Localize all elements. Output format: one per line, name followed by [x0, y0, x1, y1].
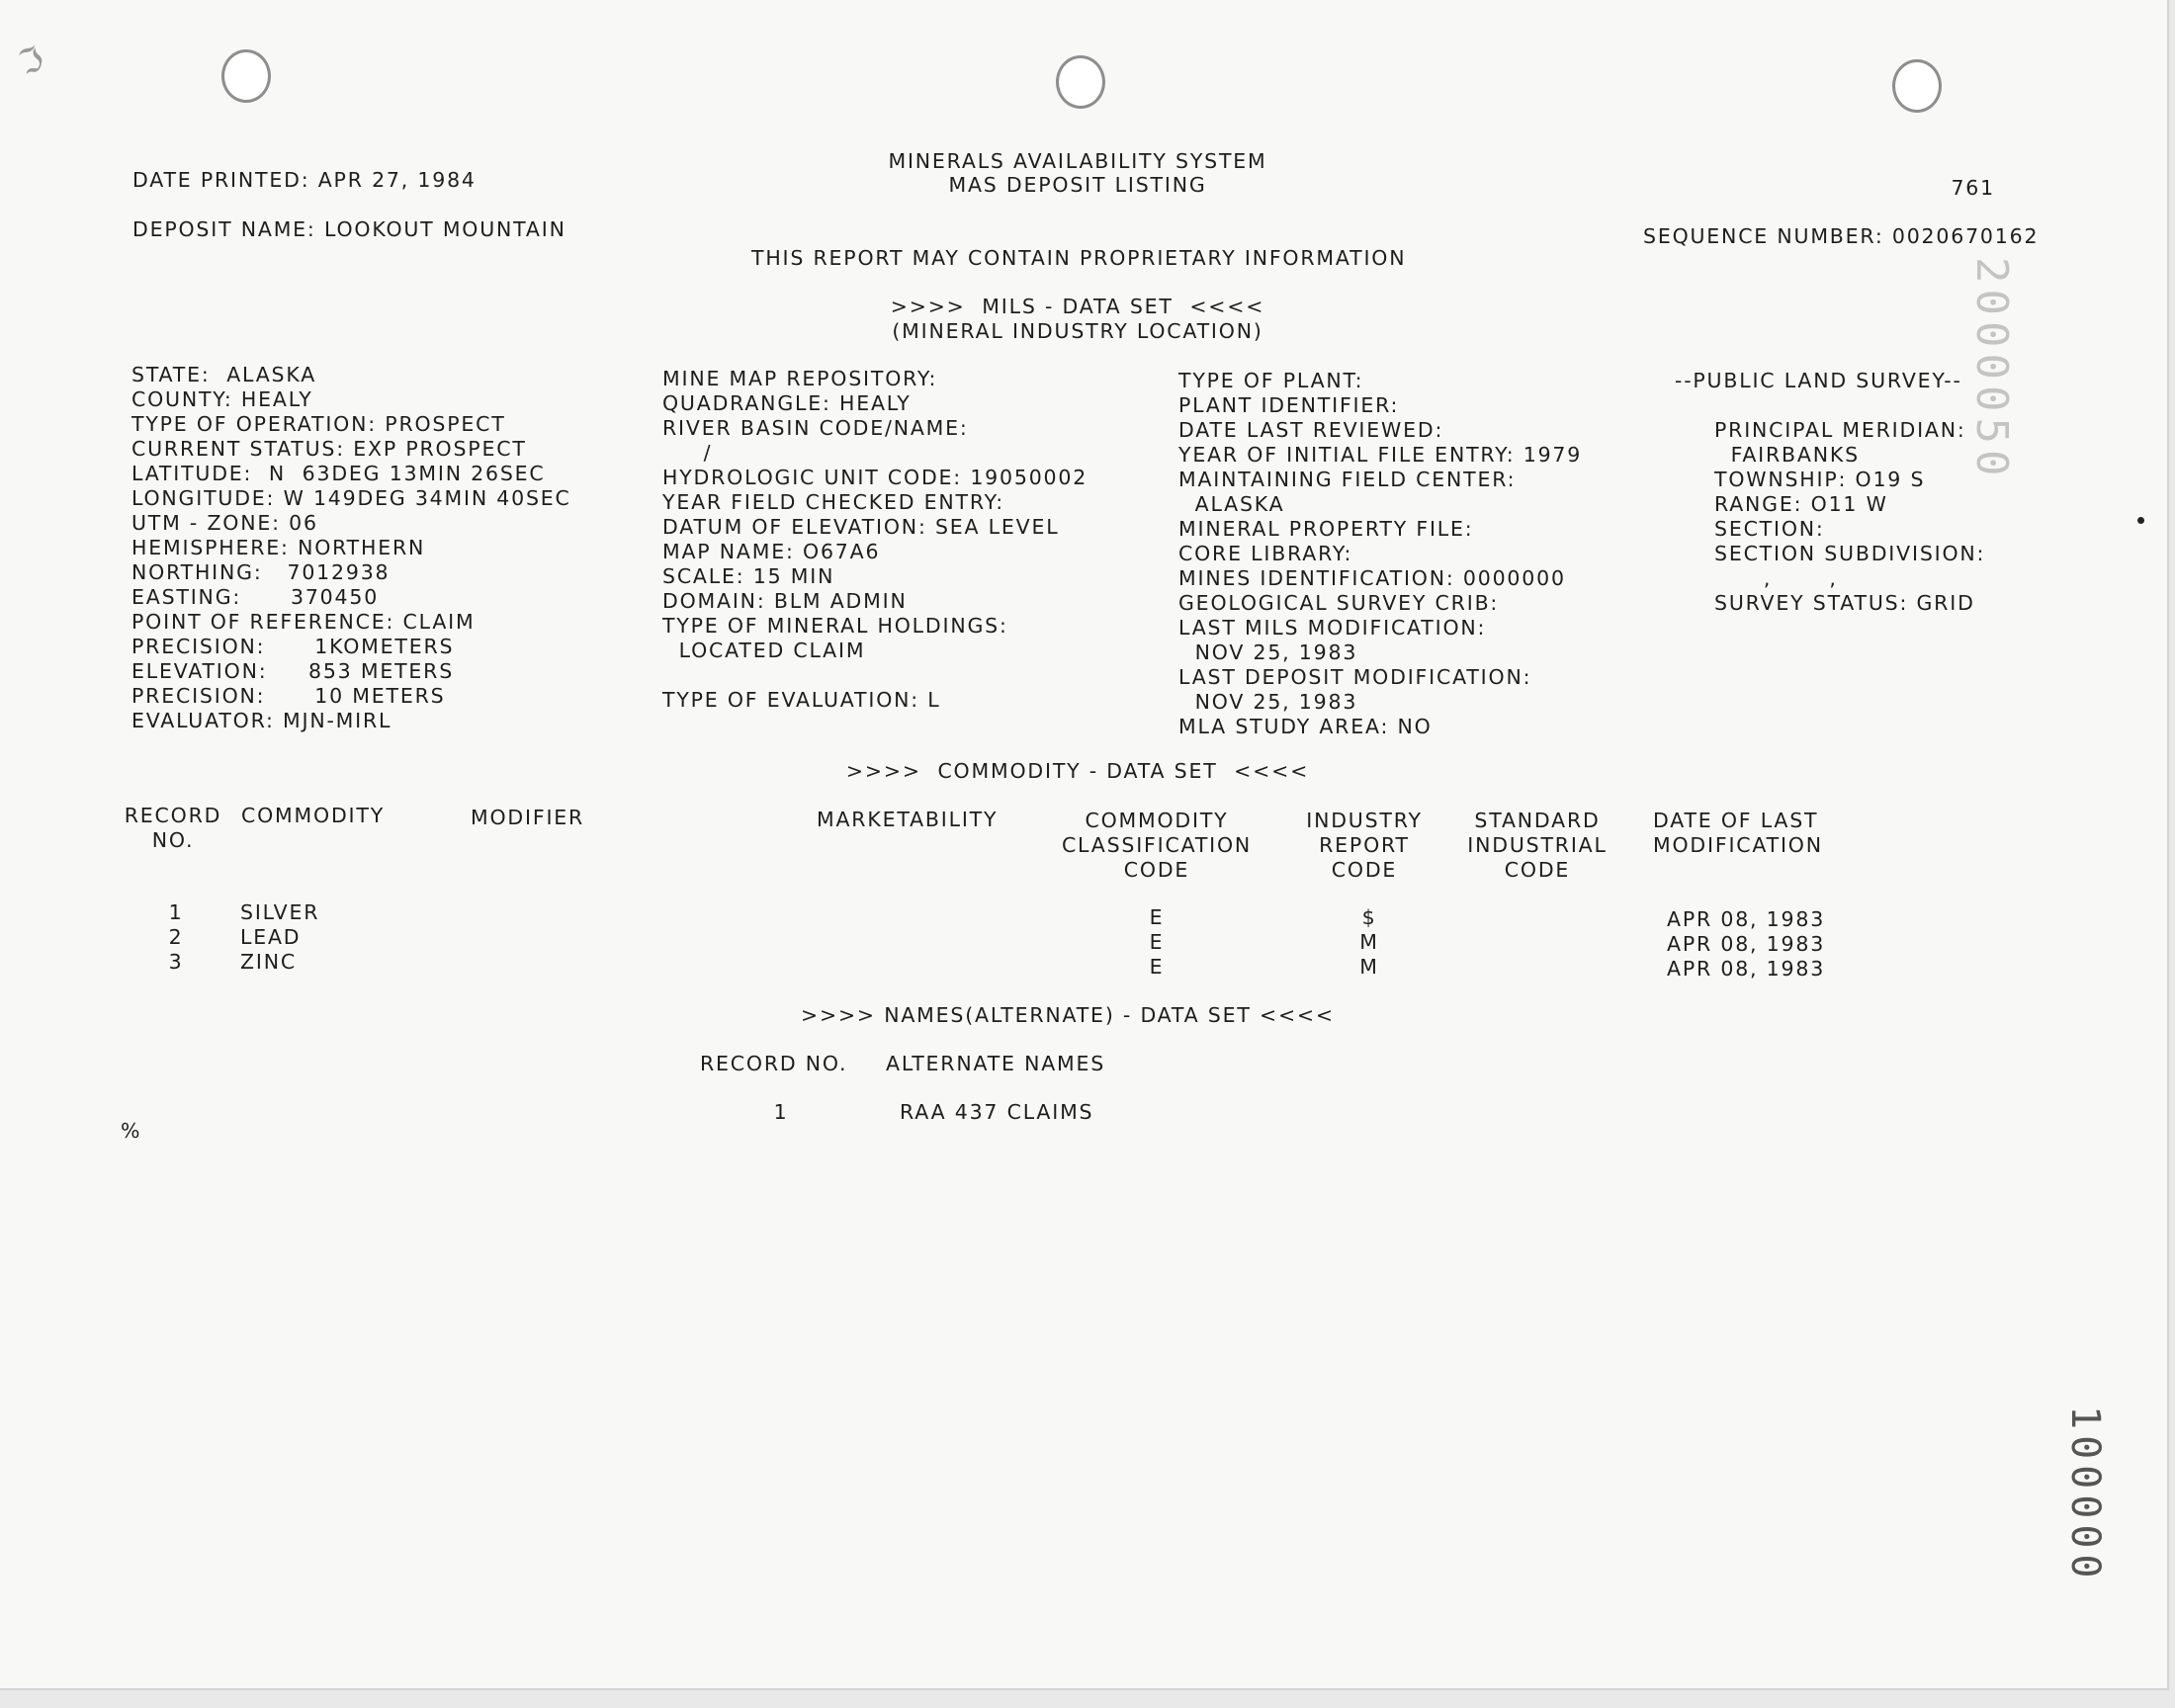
field-core-library: CORE LIBRARY: — [1178, 542, 1353, 565]
field-last-deposit-modification-date: NOV 25, 1983 — [1178, 690, 1358, 714]
field-maintaining-field-center: MAINTAINING FIELD CENTER: — [1178, 468, 1517, 491]
field-river-basin: RIVER BASIN CODE/NAME: — [662, 416, 969, 440]
field-utm-zone: UTM - ZONE: 06 — [131, 511, 318, 535]
deposit-name: DEPOSIT NAME: LOOKOUT MOUNTAIN — [132, 217, 566, 241]
header-date-line-2: MODIFICATION — [1653, 833, 1823, 857]
field-type-of-operation: TYPE OF OPERATION: PROSPECT — [131, 412, 506, 436]
field-datum-of-elevation: DATUM OF ELEVATION: SEA LEVEL — [662, 515, 1060, 539]
percent-mark: % — [121, 1119, 142, 1143]
archive-stamp-bottom: 100000 — [2062, 1406, 2108, 1584]
field-elevation: ELEVATION: 853 METERS — [131, 659, 455, 683]
header-industry-report — [1295, 809, 1434, 883]
pencil-mark: ℑ — [12, 38, 51, 85]
commodity-row-2-record: 2 — [168, 925, 184, 949]
names-row-1-name: RAA 437 CLAIMS — [900, 1100, 1094, 1124]
header-record: RECORD — [124, 804, 222, 827]
field-mine-map-repository: MINE MAP REPOSITORY: — [662, 367, 938, 390]
spacer-line — [662, 663, 1088, 688]
page-number: 761 — [1951, 176, 1995, 200]
commodity-row-1-industry: $ — [1361, 905, 1377, 929]
field-type-of-mineral-holdings: TYPE OF MINERAL HOLDINGS: — [662, 614, 1008, 638]
commodity-row-1-name: SILVER — [240, 900, 320, 924]
field-northing: NORTHING: 7012938 — [131, 560, 391, 584]
header-industry-line-1: INDUSTRY — [1306, 809, 1423, 832]
mils-column-1 — [131, 363, 571, 733]
field-section-subdivision-value: , , — [1714, 566, 1838, 590]
header-standard-line-2: INDUSTRIAL — [1467, 833, 1608, 857]
field-year-initial-file-entry: YEAR OF INITIAL FILE ENTRY: 1979 — [1178, 443, 1583, 467]
commodity-row-1-date: APR 08, 1983 — [1667, 907, 1826, 931]
names-header-record-no: RECORD NO. — [700, 1052, 848, 1075]
header-modifier: MODIFIER — [471, 806, 585, 829]
field-current-status: CURRENT STATUS: EXP PROSPECT — [131, 437, 527, 461]
field-section-subdivision: SECTION SUBDIVISION: — [1714, 542, 1986, 565]
field-township: TOWNSHIP: O19 S — [1714, 468, 1926, 491]
field-mineral-holdings-value: LOCATED CLAIM — [662, 639, 866, 662]
field-date-last-reviewed: DATE LAST REVIEWED: — [1178, 418, 1444, 442]
listing-title: MAS DEPOSIT LISTING — [948, 173, 1207, 197]
field-easting: EASTING: 370450 — [131, 585, 380, 609]
sequence-number: SEQUENCE NUMBER: 0020670162 — [1643, 224, 2040, 248]
field-point-of-reference: POINT OF REFERENCE: CLAIM — [131, 610, 476, 634]
names-row-1-record: 1 — [773, 1100, 789, 1124]
field-mineral-property-file: MINERAL PROPERTY FILE: — [1178, 517, 1474, 541]
binder-hole-right — [1892, 59, 1942, 113]
public-land-survey-title: --PUBLIC LAND SURVEY-- — [1675, 369, 1962, 392]
field-survey-status: SURVEY STATUS: GRID — [1714, 591, 1975, 615]
field-precision: PRECISION: 1KOMETERS — [131, 635, 455, 658]
field-county: COUNTY: HEALY — [131, 387, 313, 411]
field-geological-survey-crib: GEOLOGICAL SURVEY CRIB: — [1178, 591, 1500, 615]
mils-column-3 — [1178, 369, 1582, 739]
field-quadrangle: QUADRANGLE: HEALY — [662, 391, 912, 415]
header-standard-industrial — [1458, 809, 1616, 883]
commodity-row-2-classification: E — [1149, 930, 1165, 954]
header-date-of-last-modification — [1653, 809, 1823, 858]
header-classification-line-1: COMMODITY — [1085, 809, 1229, 832]
names-title: >>>> NAMES(ALTERNATE) - DATA SET <<<< — [801, 1003, 1335, 1027]
field-evaluator: EVALUATOR: MJN-MIRL — [131, 709, 392, 732]
dot-mark — [2137, 517, 2144, 524]
field-last-deposit-modification: LAST DEPOSIT MODIFICATION: — [1178, 665, 1532, 689]
commodity-title: >>>> COMMODITY - DATA SET <<<< — [845, 759, 1310, 783]
field-year-field-checked: YEAR FIELD CHECKED ENTRY: — [662, 490, 1004, 514]
commodity-row-3-date: APR 08, 1983 — [1667, 957, 1826, 981]
header-standard-line-1: STANDARD — [1474, 809, 1601, 832]
header-marketability: MARKETABILITY — [817, 808, 999, 831]
field-river-basin-value: / — [662, 441, 713, 465]
header-no: NO. — [151, 828, 195, 852]
field-type-of-evaluation: TYPE OF EVALUATION: L — [662, 688, 941, 712]
commodity-row-2-date: APR 08, 1983 — [1667, 932, 1826, 956]
field-field-center-value: ALASKA — [1178, 492, 1285, 516]
binder-hole-center — [1056, 55, 1105, 109]
system-title: MINERALS AVAILABILITY SYSTEM — [888, 149, 1267, 173]
header-industry-line-2: REPORT — [1319, 833, 1410, 857]
field-section: SECTION: — [1714, 517, 1825, 541]
field-type-of-plant: TYPE OF PLANT: — [1178, 369, 1364, 392]
commodity-row-3-record: 3 — [168, 950, 184, 974]
field-last-mils-modification: LAST MILS MODIFICATION: — [1178, 616, 1487, 640]
mils-subtitle: (MINERAL INDUSTRY LOCATION) — [892, 319, 1263, 343]
header-classification — [1048, 809, 1265, 883]
header-date-line-1: DATE OF LAST — [1653, 809, 1819, 832]
field-mines-identification: MINES IDENTIFICATION: 0000000 — [1178, 566, 1566, 590]
public-land-survey — [1675, 369, 1985, 616]
header-standard-line-3: CODE — [1504, 858, 1571, 882]
mils-title: >>>> MILS - DATA SET <<<< — [890, 295, 1265, 318]
field-principal-meridian: PRINCIPAL MERIDIAN: — [1714, 418, 1966, 442]
commodity-row-1-classification: E — [1149, 905, 1165, 929]
proprietary-notice: THIS REPORT MAY CONTAIN PROPRIETARY INFORMATION — [751, 246, 1407, 270]
commodity-row-2-industry: M — [1359, 930, 1379, 954]
header-industry-line-3: CODE — [1331, 858, 1398, 882]
field-mla-study-area: MLA STUDY AREA: NO — [1178, 715, 1433, 738]
commodity-row-2-name: LEAD — [240, 925, 302, 949]
archive-stamp-top: 2000050 — [1966, 257, 2017, 482]
commodity-row-1-record: 1 — [168, 900, 184, 924]
binder-hole-left — [221, 49, 271, 103]
field-hydrologic-unit-code: HYDROLOGIC UNIT CODE: 19050002 — [662, 466, 1088, 489]
field-range: RANGE: O11 W — [1714, 492, 1888, 516]
field-meridian-value: FAIRBANKS — [1714, 443, 1860, 467]
date-printed: DATE PRINTED: APR 27, 1984 — [132, 168, 477, 192]
field-scale: SCALE: 15 MIN — [662, 564, 835, 588]
field-latitude: LATITUDE: N 63DEG 13MIN 26SEC — [131, 462, 546, 485]
header-classification-line-3: CODE — [1123, 858, 1190, 882]
commodity-row-3-name: ZINC — [240, 950, 297, 974]
spacer-line — [1675, 393, 1985, 418]
field-longitude: LONGITUDE: W 149DEG 34MIN 40SEC — [131, 486, 571, 510]
field-last-mils-modification-date: NOV 25, 1983 — [1178, 640, 1358, 664]
field-elevation-precision: PRECISION: 10 METERS — [131, 684, 446, 708]
commodity-row-3-industry: M — [1359, 955, 1379, 979]
header-commodity: COMMODITY — [241, 804, 386, 827]
field-domain: DOMAIN: BLM ADMIN — [662, 589, 908, 613]
field-plant-identifier: PLANT IDENTIFIER: — [1178, 393, 1400, 417]
field-hemisphere: HEMISPHERE: NORTHERN — [131, 536, 426, 559]
mils-column-2 — [662, 367, 1088, 713]
header-record-no — [115, 804, 231, 853]
names-header-alternate-names: ALTERNATE NAMES — [886, 1052, 1106, 1075]
field-state: STATE: ALASKA — [131, 363, 317, 386]
header-classification-line-2: CLASSIFICATION — [1061, 833, 1253, 857]
commodity-row-3-classification: E — [1149, 955, 1165, 979]
field-map-name: MAP NAME: O67A6 — [662, 540, 881, 563]
